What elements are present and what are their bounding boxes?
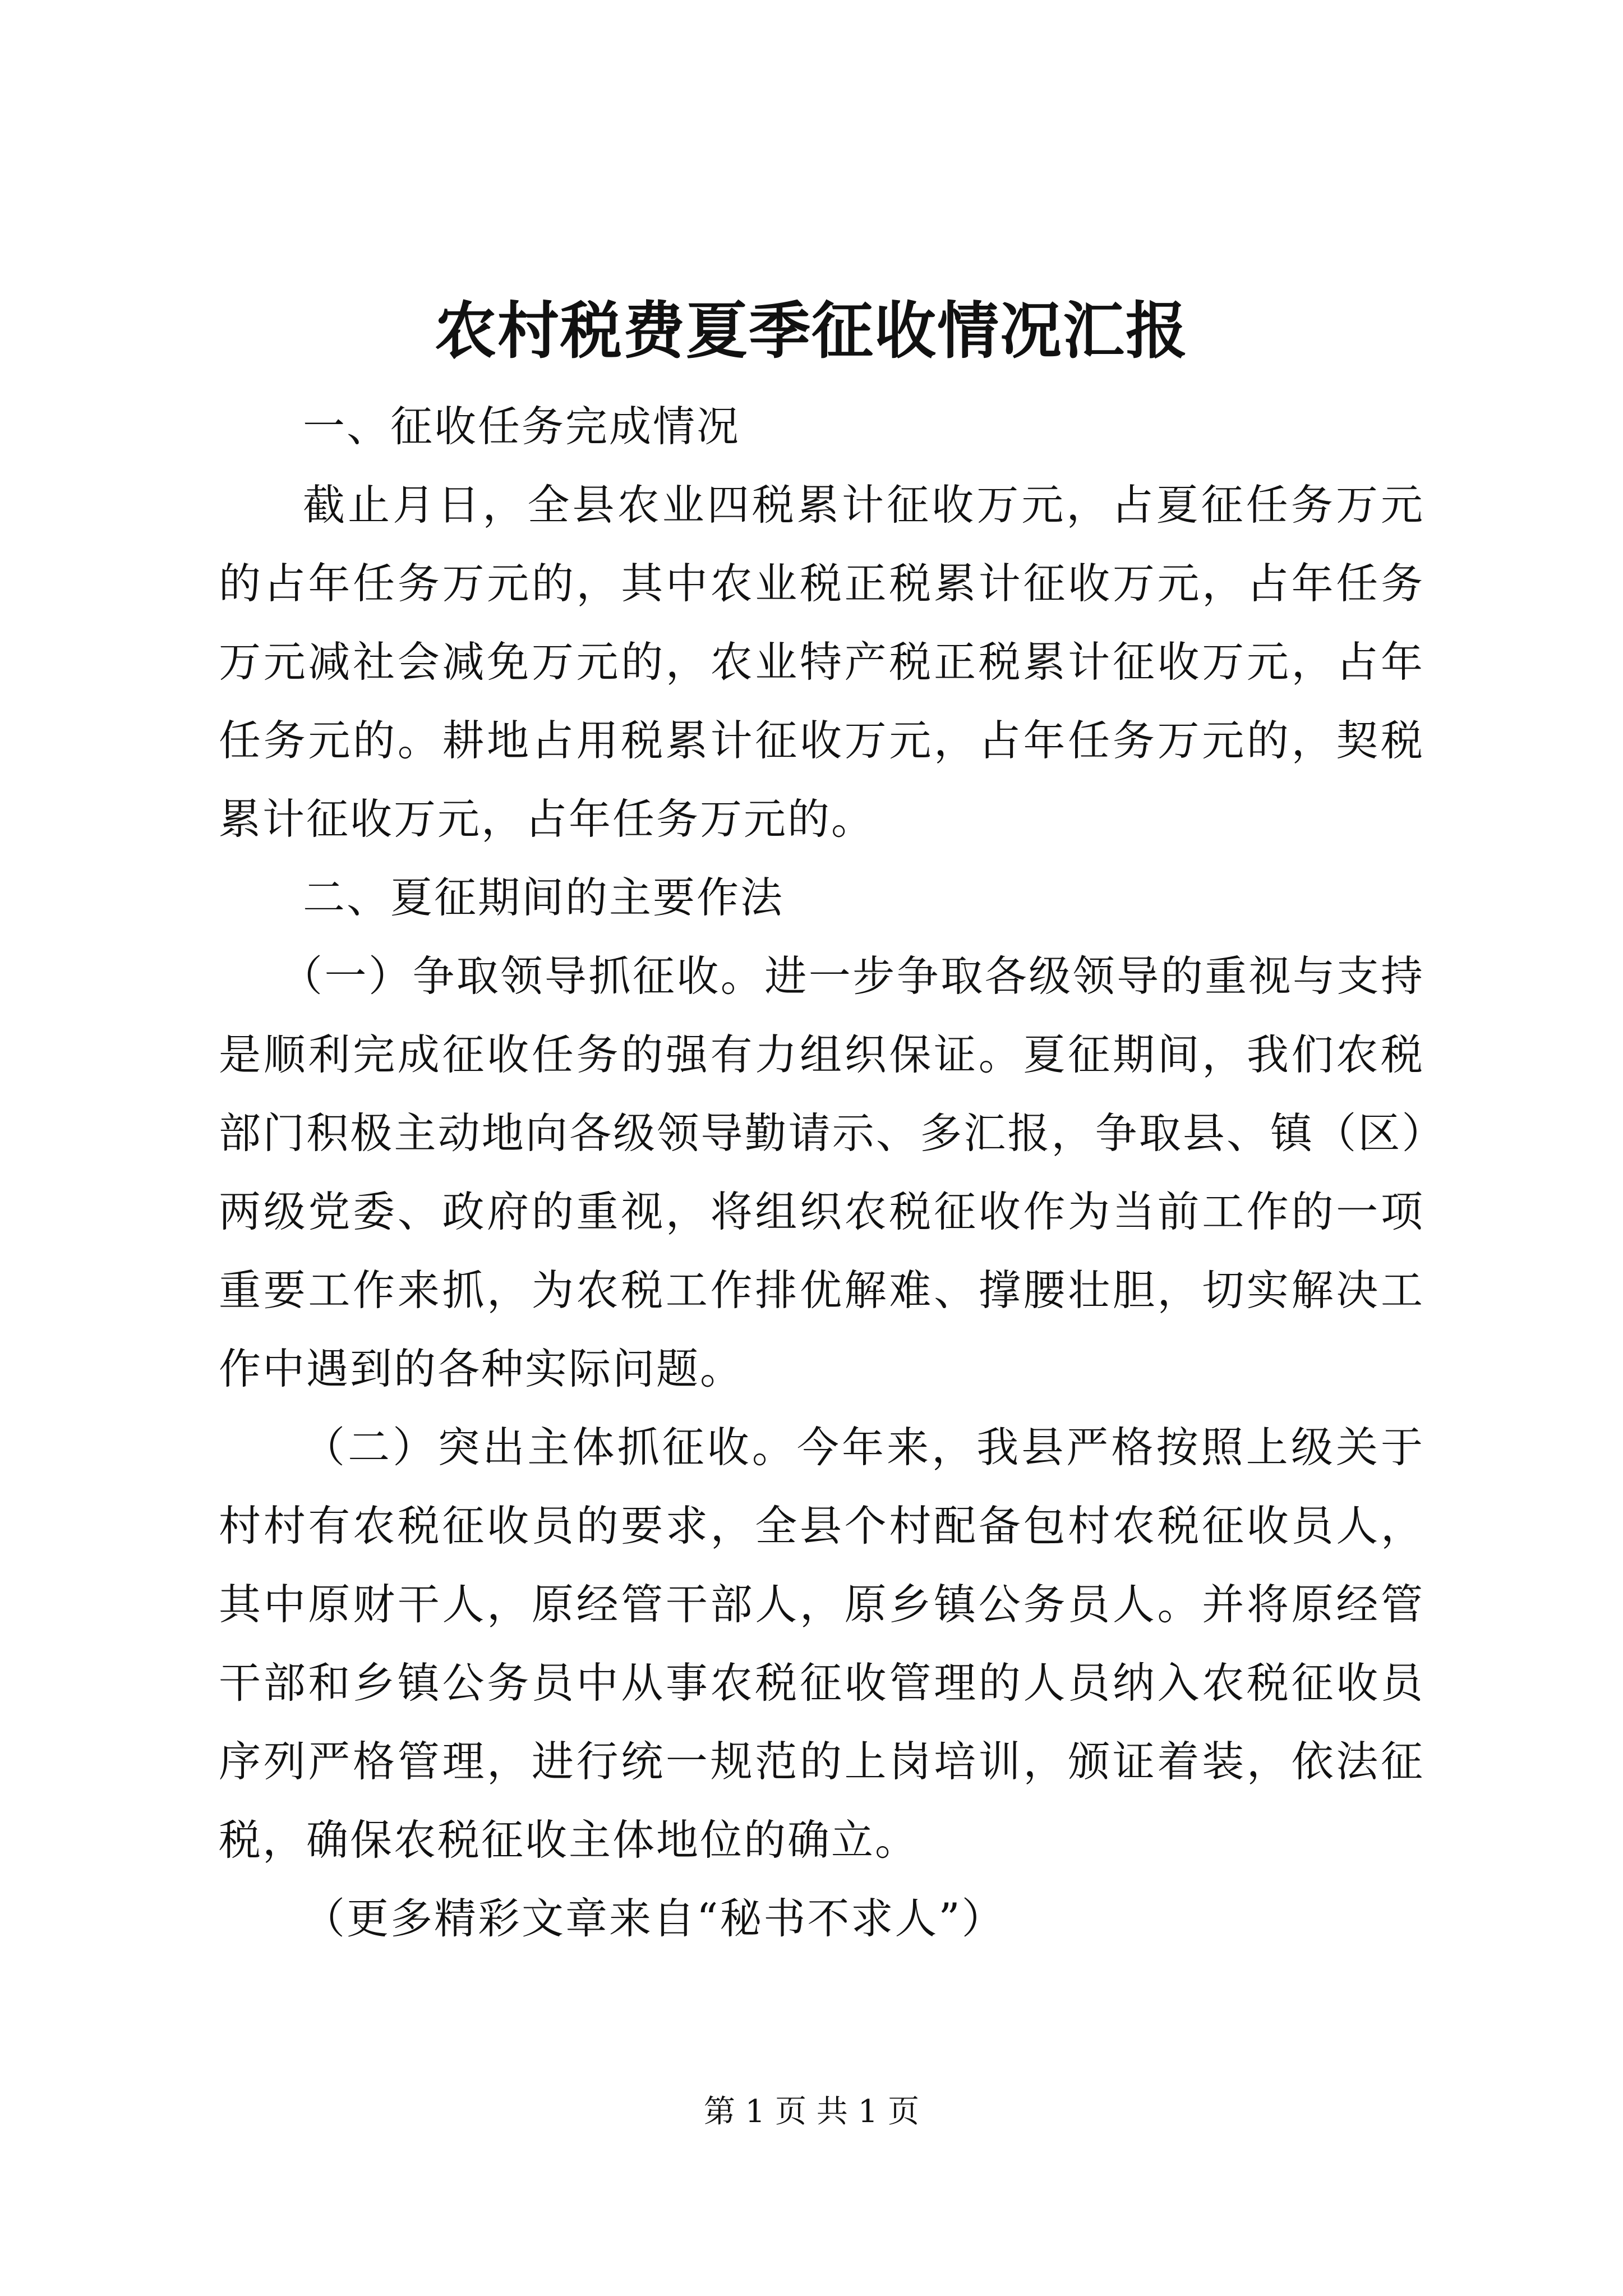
paragraph-leadership: （一）争取领导抓征收。进一步争取各级领导的重视与支持是顺利完成征收任务的强有力组织保证。夏征期间，我们农税部门积极主动地向各级领导勤请示、多汇报，争取县、镇（区）两级党委、政府的重视，将组织农税征收作为当前工作的一项重要工作来抓，为农税工作排优解难、撑腰壮胆，切实解决工作中遇到的各种实际问题。 <box>219 951 1424 1393</box>
document-title: 农村税费夏季征收情况汇报 <box>435 295 1188 367</box>
page-footer: 第 1 页 共 1 页 <box>703 2093 920 2130</box>
paragraph-task-completion: 截止月日，全县农业四税累计征收万元，占夏征任务万元的占年任务万元的，其中农业税正税累计征收万元，占年任务万元减社会减免万元的，农业特产税正税累计征收万元，占年任务元的。耕地占用税累计征收万元，占年任务万元的，契税累计征收万元，占年任务万元的。 <box>219 480 1424 844</box>
paragraph-source-note: （更多精彩文章来自“秘书不求人”） <box>303 1894 1006 1943</box>
section-heading-1: 一、征收任务完成情况 <box>303 402 741 451</box>
document-body <box>219 387 1424 1958</box>
section-heading-2: 二、夏征期间的主要作法 <box>303 873 785 922</box>
paragraph-collection-staff: （二）突出主体抓征收。今年来，我县严格按照上级关于村村有农税征收员的要求，全县个村配备包村农税征收员人，其中原财干人，原经管干部人，原乡镇公务员人。并将原经管干部和乡镇公务员中从事农税征收管理的人员纳入农税征收员序列严格管理，进行统一规范的上岗培训，颁证着装，依法征税，确保农税征收主体地位的确立。 <box>219 1423 1424 1865</box>
